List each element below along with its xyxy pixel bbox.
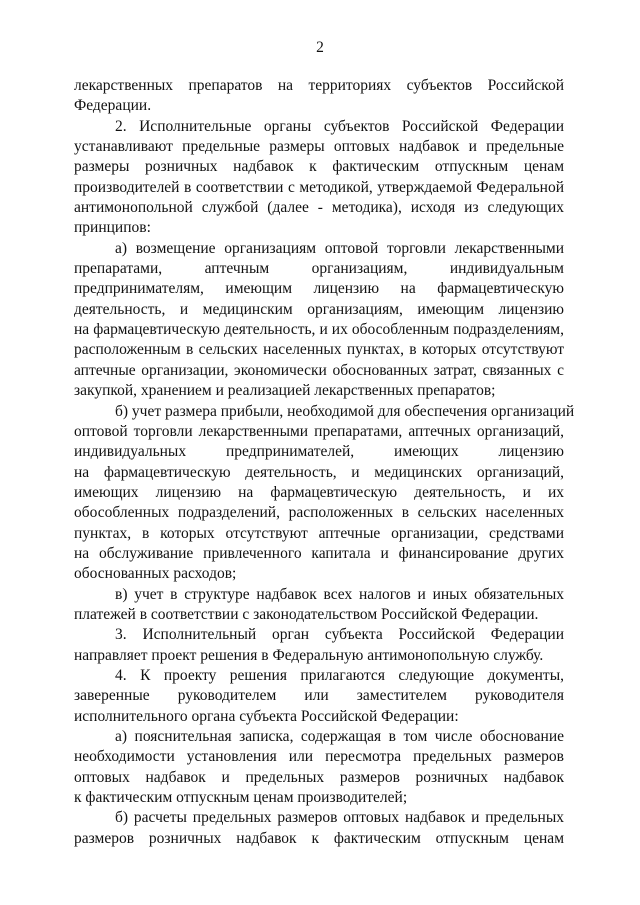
text-line: имеющих лицензию на фармацевтическую деятельность, и их: [74, 483, 564, 501]
text-line: принципов:: [74, 219, 151, 237]
text-line: обособленных подразделений, расположенных в сельских населенных: [74, 504, 564, 522]
text-line: 2. Исполнительные органы субъектов Российской Федерации: [115, 117, 564, 135]
text-line: оптовой торговли лекарственными препаратами, аптечных организаций,: [74, 422, 564, 440]
paragraph-item-3: [74, 625, 564, 666]
text-line: обоснованных расходов;: [74, 565, 237, 583]
text-line: на фармацевтическую деятельность, и медицинских организаций,: [74, 463, 564, 481]
text-line: необходимости установления или пересмотра предельных размеров: [74, 748, 564, 766]
text-line: заверенные руководителем или заместителем руководителя: [74, 687, 564, 705]
text-line: к фактическим отпускным ценам производителей;: [74, 789, 408, 807]
text-line: деятельность, и медицинским организациям, имеющим лицензию: [74, 300, 564, 318]
text-line: лекарственных препаратов на территориях субъектов Российской: [74, 77, 564, 94]
text-line: устанавливают предельные размеры оптовых надбавок и предельные: [74, 138, 564, 156]
text-line: в) учет в структуре надбавок всех налогов и иных обязательных: [115, 585, 564, 603]
paragraph-subitem-a: [74, 239, 564, 402]
text-line: исполнительного органа субъекта Российской Федерации:: [74, 707, 459, 725]
text-line: 4. К проекту решения прилагаются следующие документы,: [115, 666, 564, 684]
text-line: препаратами, аптечным организациям, индивидуальным: [74, 260, 564, 278]
paragraph-item-2: [74, 117, 564, 239]
text-line: антимонопольной службой (далее - методика), исходя из следующих: [74, 199, 564, 217]
text-line: пунктах, в которых отсутствуют аптечные организации, средствами: [74, 524, 564, 542]
text-line: производителей в соответствии с методикой, утверждаемой Федеральной: [74, 178, 564, 196]
text-line: размеры розничных надбавок к фактическим отпускным ценам: [74, 158, 564, 176]
text-line: Федерации.: [74, 97, 152, 115]
text-line: на обслуживание привлеченного капитала и финансирование других: [74, 544, 564, 562]
text-line: предпринимателям, имеющим лицензию на фармацевтическую: [74, 280, 564, 298]
text-line: на фармацевтическую деятельность, и их обособленным подразделениям,: [74, 321, 564, 339]
paragraph-subitem-b: [74, 402, 575, 585]
text-line: б) учет размера прибыли, необходимой для обеспечения организаций: [115, 402, 575, 420]
text-line: закупкой, хранением и реализацией лекарственных препаратов;: [74, 382, 496, 400]
text-line: платежей в соответствии с законодательством Российской Федерации.: [74, 605, 539, 623]
text-line: а) пояснительная записка, содержащая в том числе обоснование: [115, 728, 564, 745]
text-line: 3. Исполнительный орган субъекта Российской Федерации: [115, 626, 564, 644]
document-body: [74, 76, 575, 849]
text-line: оптовых надбавок и предельных размеров розничных надбавок: [74, 768, 564, 786]
text-line: аптечные организации, экономически обоснованных затрат, связанных с: [74, 361, 564, 379]
page-number: 2: [316, 39, 324, 56]
paragraph-subitem-v: [74, 585, 564, 626]
paragraph-item-4: [74, 666, 564, 727]
text-line: расположенным в сельских населенных пунктах, в которых отсутствуют: [74, 341, 564, 359]
text-line: индивидуальных предпринимателей, имеющих лицензию: [74, 443, 564, 461]
paragraph-item-4-subitem-a: [74, 727, 564, 808]
paragraph-continuation: [74, 76, 564, 117]
text-line: направляет проект решения в Федеральную антимонопольную службу.: [74, 646, 544, 664]
text-line: а) возмещение организациям оптовой торговли лекарственными: [115, 239, 564, 257]
text-line: б) расчеты предельных размеров оптовых надбавок и предельных: [115, 809, 564, 827]
text-line: размеров розничных надбавок к фактическим отпускным ценам: [74, 829, 564, 847]
paragraph-item-4-subitem-b: [74, 808, 564, 849]
